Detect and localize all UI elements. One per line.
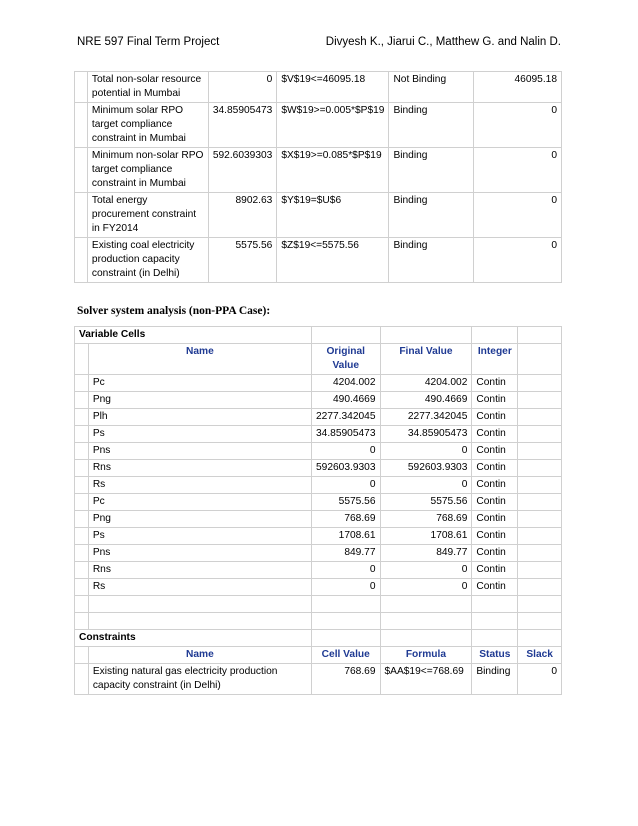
empty (75, 664, 89, 695)
empty (75, 477, 89, 494)
variable-final: 592603.9303 (380, 460, 472, 477)
variable-original: 2277.342045 (312, 409, 381, 426)
empty (312, 596, 381, 613)
variable-final: 0 (380, 562, 472, 579)
empty (380, 596, 472, 613)
variable-name: Pc (88, 494, 311, 511)
variable-original: 5575.56 (312, 494, 381, 511)
row-spacer (75, 72, 88, 103)
variable-name: Plh (88, 409, 311, 426)
empty (518, 494, 562, 511)
variable-row (75, 426, 562, 443)
constraint-value: 592.6039303 (208, 148, 277, 193)
variable-row (75, 545, 562, 562)
variable-final: 490.4669 (380, 392, 472, 409)
variable-row (75, 511, 562, 528)
variable-row (75, 443, 562, 460)
empty (88, 596, 311, 613)
variable-name: Ps (88, 426, 311, 443)
empty (472, 596, 518, 613)
variable-name: Rs (88, 579, 311, 596)
variable-original: 768.69 (312, 511, 381, 528)
variable-row (75, 562, 562, 579)
variable-integer: Contin (472, 392, 518, 409)
empty (472, 327, 518, 344)
variable-original: 592603.9303 (312, 460, 381, 477)
con-slack-header: Slack (518, 647, 562, 664)
variable-row (75, 375, 562, 392)
variable-row (75, 477, 562, 494)
con-formula: $AA$19<=768.69 (380, 664, 472, 695)
variable-name: Png (88, 392, 311, 409)
constraint-formula: $Y$19=$U$6 (277, 193, 389, 238)
empty (518, 528, 562, 545)
variable-name: Rns (88, 460, 311, 477)
empty (472, 613, 518, 630)
constraint-name: Minimum non-solar RPO target compliance constraint in Mumbai (87, 148, 208, 193)
variable-integer: Contin (472, 528, 518, 545)
constraint-value: 34.85905473 (208, 103, 277, 148)
constraint-slack: 46095.18 (474, 72, 562, 103)
empty (518, 613, 562, 630)
empty (75, 545, 89, 562)
empty (75, 460, 89, 477)
constraint-slack: 0 (474, 148, 562, 193)
empty (518, 630, 562, 647)
row-spacer (75, 103, 88, 148)
empty (518, 443, 562, 460)
constraint-status: Binding (389, 103, 474, 148)
constraints-title-row (75, 630, 562, 647)
constraint-row (75, 193, 562, 238)
row-spacer (75, 193, 88, 238)
empty (75, 562, 89, 579)
con-slack: 0 (518, 664, 562, 695)
empty (88, 613, 311, 630)
constraint-row (75, 238, 562, 283)
empty (518, 327, 562, 344)
variable-integer: Contin (472, 477, 518, 494)
constraint-formula: $Z$19<=5575.56 (277, 238, 389, 283)
empty (75, 344, 89, 375)
con-formula-header: Formula (380, 647, 472, 664)
variable-final: 0 (380, 579, 472, 596)
con-value: 768.69 (312, 664, 381, 695)
constraint-name: Existing coal electricity production capacity constraint (in Delhi) (87, 238, 208, 283)
variable-final: 1708.61 (380, 528, 472, 545)
variable-cells-title-row (75, 327, 562, 344)
constraint-value: 8902.63 (208, 193, 277, 238)
empty (75, 511, 89, 528)
constraint-name: Total non-solar resource potential in Mumbai (87, 72, 208, 103)
variable-original: 0 (312, 579, 381, 596)
blank-row (75, 613, 562, 630)
variable-final: 5575.56 (380, 494, 472, 511)
empty (75, 528, 89, 545)
section-title: Solver system analysis (non-PPA Case): (77, 305, 271, 317)
variable-row (75, 494, 562, 511)
con-name-header: Name (88, 647, 311, 664)
variable-integer: Contin (472, 511, 518, 528)
variable-name: Pc (88, 375, 311, 392)
constraints-title: Constraints (75, 630, 312, 647)
variable-original: 1708.61 (312, 528, 381, 545)
variable-name: Pns (88, 545, 311, 562)
empty (75, 443, 89, 460)
variable-integer: Contin (472, 409, 518, 426)
constraints-header-row (75, 647, 562, 664)
constraint-formula: $W$19>=0.005*$P$19 (277, 103, 389, 148)
col-name-header: Name (88, 344, 311, 375)
empty (518, 409, 562, 426)
variable-name: Pns (88, 443, 311, 460)
variable-original: 849.77 (312, 545, 381, 562)
empty (518, 375, 562, 392)
variable-final: 4204.002 (380, 375, 472, 392)
solver-table (74, 326, 562, 695)
variable-integer: Contin (472, 545, 518, 562)
header-right: Divyesh K., Jiarui C., Matthew G. and Nalin D. (325, 36, 561, 48)
empty (75, 392, 89, 409)
variable-original: 0 (312, 477, 381, 494)
empty (75, 409, 89, 426)
variable-final: 768.69 (380, 511, 472, 528)
variable-row (75, 579, 562, 596)
constraint-value: 5575.56 (208, 238, 277, 283)
empty (312, 613, 381, 630)
constraint-slack: 0 (474, 103, 562, 148)
variable-row (75, 392, 562, 409)
empty (75, 375, 89, 392)
empty (518, 511, 562, 528)
variable-row (75, 528, 562, 545)
row-spacer (75, 148, 88, 193)
empty (518, 460, 562, 477)
constraint-slack: 0 (474, 193, 562, 238)
variable-original: 490.4669 (312, 392, 381, 409)
variable-row (75, 409, 562, 426)
empty (518, 477, 562, 494)
constraint-formula: $V$19<=46095.18 (277, 72, 389, 103)
variable-integer: Contin (472, 460, 518, 477)
variable-final: 34.85905473 (380, 426, 472, 443)
variable-integer: Contin (472, 494, 518, 511)
constraint-formula: $X$19>=0.085*$P$19 (277, 148, 389, 193)
header-left: NRE 597 Final Term Project (77, 36, 220, 48)
empty (518, 344, 562, 375)
empty (518, 579, 562, 596)
con-status: Binding (472, 664, 518, 695)
empty (75, 579, 89, 596)
constraint-row (75, 148, 562, 193)
constraint-row (75, 103, 562, 148)
col-integer-header: Integer (472, 344, 518, 375)
variable-name: Ps (88, 528, 311, 545)
variable-original: 0 (312, 443, 381, 460)
variable-name: Rs (88, 477, 311, 494)
col-original-header: Original Value (312, 344, 381, 375)
variable-cells-title: Variable Cells (75, 327, 312, 344)
empty (75, 494, 89, 511)
variable-integer: Contin (472, 375, 518, 392)
empty (75, 647, 89, 664)
variable-original: 4204.002 (312, 375, 381, 392)
top-constraints-table (74, 71, 562, 283)
empty (75, 613, 89, 630)
variable-integer: Contin (472, 443, 518, 460)
variable-name: Png (88, 511, 311, 528)
variable-name: Rns (88, 562, 311, 579)
empty (380, 630, 472, 647)
constraint-status: Not Binding (389, 72, 474, 103)
constraint-row (75, 72, 562, 103)
empty (518, 562, 562, 579)
row-spacer (75, 238, 88, 283)
variable-integer: Contin (472, 579, 518, 596)
variable-final: 0 (380, 477, 472, 494)
constraint-detail-row (75, 664, 562, 695)
constraint-slack: 0 (474, 238, 562, 283)
empty (312, 327, 381, 344)
constraint-status: Binding (389, 193, 474, 238)
blank-row (75, 596, 562, 613)
variable-integer: Contin (472, 426, 518, 443)
constraint-name: Minimum solar RPO target compliance constraint in Mumbai (87, 103, 208, 148)
constraint-status: Binding (389, 148, 474, 193)
constraint-status: Binding (389, 238, 474, 283)
variable-header-row (75, 344, 562, 375)
empty (472, 630, 518, 647)
con-status-header: Status (472, 647, 518, 664)
empty (75, 426, 89, 443)
variable-final: 0 (380, 443, 472, 460)
variable-original: 34.85905473 (312, 426, 381, 443)
constraint-name: Total energy procurement constraint in FY2014 (87, 193, 208, 238)
empty (518, 392, 562, 409)
variable-final: 2277.342045 (380, 409, 472, 426)
variable-integer: Contin (472, 562, 518, 579)
variable-row (75, 460, 562, 477)
empty (380, 613, 472, 630)
col-final-header: Final Value (380, 344, 472, 375)
empty (380, 327, 472, 344)
empty (518, 545, 562, 562)
empty (312, 630, 381, 647)
con-cellvalue-header: Cell Value (312, 647, 381, 664)
variable-final: 849.77 (380, 545, 472, 562)
empty (75, 596, 89, 613)
empty (518, 426, 562, 443)
constraint-value: 0 (208, 72, 277, 103)
empty (518, 596, 562, 613)
con-name: Existing natural gas electricity production capacity constraint (in Delhi) (88, 664, 311, 695)
variable-original: 0 (312, 562, 381, 579)
